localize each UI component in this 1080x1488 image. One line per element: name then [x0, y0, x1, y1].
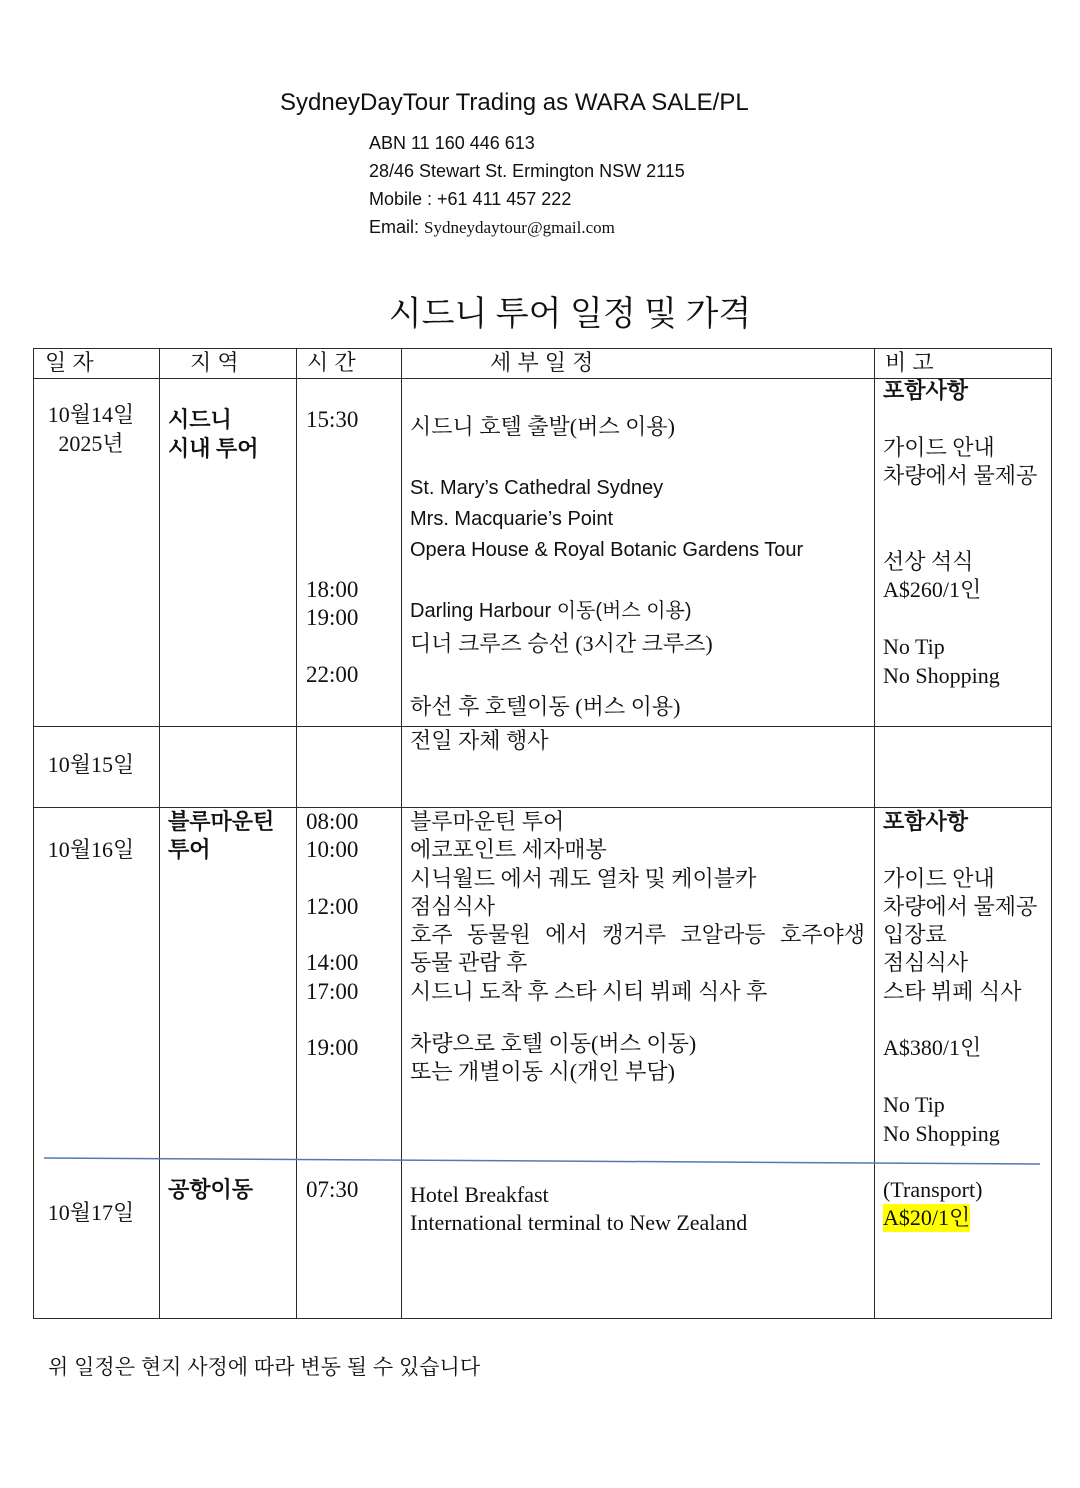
- blue-divider-line: [0, 1150, 1080, 1170]
- detail-line: 호주 동물원 에서 캥거루 코알라등 호주야생: [410, 922, 865, 947]
- company-name: SydneyDayTour Trading as WARA SALE/PL: [280, 89, 749, 116]
- note-line: No Tip: [883, 1092, 945, 1117]
- table-bottom-border: [33, 1318, 1052, 1319]
- detail-line: 전일 자체 행사: [410, 728, 549, 753]
- date-line: 2025년: [58, 431, 124, 456]
- detail-line: 점심식사: [410, 894, 496, 919]
- note-line: 가이드 안내: [883, 435, 995, 460]
- header-details: 세 부 일 정: [490, 350, 594, 375]
- note-line: 점심식사: [883, 950, 969, 975]
- note-line: 가이드 안내: [883, 866, 995, 891]
- time-entry: 15:30: [306, 407, 359, 432]
- note-line: 스타 뷔페 식사: [883, 979, 1022, 1004]
- email-label: Email:: [369, 217, 420, 237]
- company-email-row: [369, 214, 615, 241]
- detail-line: St. Mary’s Cathedral Sydney: [410, 477, 664, 499]
- time-entry: 22:00: [306, 662, 359, 687]
- header-time: 시 간: [307, 350, 356, 375]
- detail-line: 차량으로 호텔 이동(버스 이동): [410, 1031, 697, 1056]
- note-line: No Tip: [883, 634, 945, 659]
- header-region: 지 역: [190, 350, 239, 375]
- note-line: No Shopping: [883, 1121, 1000, 1146]
- time-entry: 19:00: [306, 1035, 359, 1060]
- region-line: 시드니: [168, 407, 232, 432]
- detail-line: 시드니 도착 후 스타 시티 뷔페 식사 후: [410, 979, 768, 1004]
- detail-line: 또는 개별이동 시(개인 부담): [410, 1059, 675, 1084]
- detail-line: Hotel Breakfast: [410, 1182, 549, 1207]
- region-line: 투어: [168, 837, 211, 862]
- column-divider: [159, 348, 160, 1319]
- price-note: A$380/1인: [883, 1035, 982, 1060]
- detail-line: International terminal to New Zealand: [410, 1210, 748, 1235]
- region-line: 공항이동: [168, 1177, 254, 1202]
- time-entry: 07:30: [306, 1177, 359, 1202]
- detail-line: 시드니 호텔 출발(버스 이용): [410, 414, 675, 439]
- date-line: 10월15일: [47, 752, 135, 777]
- note-line: 차량에서 물제공: [883, 894, 1038, 919]
- date-line: 10월17일: [47, 1200, 135, 1225]
- time-entry: 08:00: [306, 809, 359, 834]
- company-mobile: Mobile : +61 411 457 222: [369, 189, 572, 209]
- column-divider: [296, 348, 297, 1319]
- note-line: (Transport): [883, 1177, 983, 1202]
- detail-line: Opera House & Royal Botanic Gardens Tour: [410, 539, 804, 561]
- note-heading: 포함사항: [883, 378, 969, 403]
- time-entry: 18:00: [306, 577, 359, 602]
- price-highlight: A$20/1인: [883, 1205, 971, 1230]
- detail-line: 시닉월드 에서 궤도 열차 및 케이블카: [410, 866, 757, 891]
- note-line: 선상 석식: [883, 549, 974, 574]
- header-notes: 비 고: [885, 350, 934, 375]
- detail-line: 에코포인트 세자매봉: [410, 837, 607, 862]
- note-line: 입장료: [883, 922, 947, 947]
- price-note: A$260/1인: [883, 577, 982, 602]
- table-right-border: [1051, 348, 1052, 1319]
- detail-line: Mrs. Macquarie’s Point: [410, 508, 614, 530]
- detail-line: 하선 후 호텔이동 (버스 이용): [410, 694, 681, 719]
- detail-line: 동물 관람 후: [410, 950, 528, 975]
- company-abn: ABN 11 160 446 613: [369, 133, 535, 153]
- table-left-border: [33, 348, 34, 1319]
- detail-line: 블루마운틴 투어: [410, 809, 565, 834]
- column-divider: [401, 348, 402, 1319]
- company-address: 28/46 Stewart St. Ermington NSW 2115: [369, 161, 685, 181]
- time-entry: 10:00: [306, 837, 359, 862]
- date-line: 10월14일: [47, 402, 135, 427]
- detail-line: 디너 크루즈 승선 (3시간 크루즈): [410, 631, 713, 656]
- footer-disclaimer: 위 일정은 현지 사정에 따라 변동 될 수 있습니다: [48, 1356, 481, 1379]
- time-entry: 17:00: [306, 979, 359, 1004]
- region-line: 시내 투어: [168, 436, 259, 461]
- time-entry: 19:00: [306, 605, 359, 630]
- time-entry: 12:00: [306, 894, 359, 919]
- note-line: No Shopping: [883, 663, 1000, 688]
- note-heading: 포함사항: [883, 809, 969, 834]
- column-divider: [874, 348, 875, 1319]
- time-entry: 14:00: [306, 950, 359, 975]
- detail-line: Darling Harbour 이동(버스 이용): [410, 600, 692, 622]
- region-line: 블루마운틴: [168, 809, 275, 834]
- note-line: 차량에서 물제공: [883, 463, 1038, 488]
- header-date: 일 자: [45, 350, 94, 375]
- page-title: 시드니 투어 일정 및 가격: [388, 296, 752, 333]
- date-line: 10월16일: [47, 837, 135, 862]
- email-address: Sydneydaytour@gmail.com: [424, 218, 615, 237]
